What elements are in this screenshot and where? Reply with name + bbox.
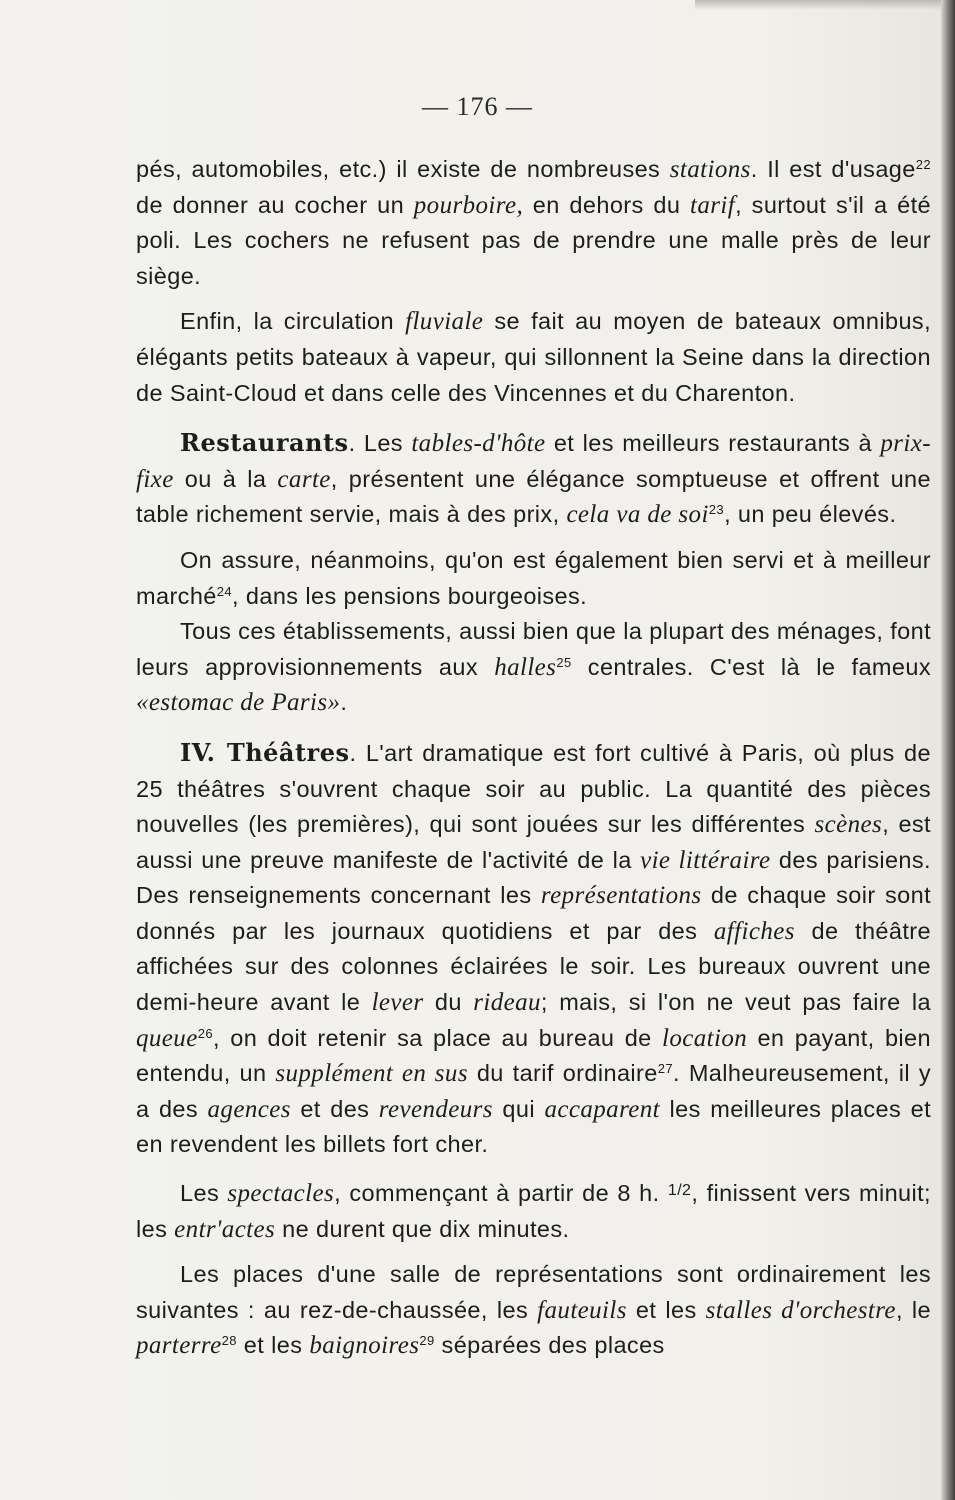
text-run: de chaque soir sont donnés par les journaux quotidiens et par des	[136, 882, 932, 944]
text-run: Enfin, la circulation	[180, 308, 406, 335]
text-run: qui	[492, 1095, 545, 1122]
italic-term: revendeurs	[378, 1095, 493, 1123]
footnote-ref: 23	[708, 502, 725, 518]
text-run: centrales. C'est là le fameux	[571, 653, 931, 680]
footnote-ref: 26	[197, 1025, 213, 1041]
paragraph	[136, 152, 931, 294]
text-run: , le	[895, 1296, 931, 1323]
paragraph-theatres	[136, 735, 931, 1163]
text-run: en dehors du	[523, 191, 690, 218]
text-run: ; mais, si l'on ne veut pas faire la	[540, 989, 931, 1016]
text-run: et des	[290, 1095, 379, 1122]
text-run: . Il est d'usage	[750, 156, 916, 182]
italic-term: accaparent	[544, 1095, 661, 1123]
text-run: du tarif ordinaire	[467, 1060, 658, 1087]
italic-term: agences	[207, 1095, 291, 1123]
text-run: , un peu élevés.	[724, 501, 897, 528]
italic-term: cela va de soi	[566, 501, 709, 529]
italic-term: spectacles	[227, 1180, 335, 1208]
text-run: . Malheureusement, il y a des	[136, 1060, 931, 1122]
italic-term: parterre	[136, 1332, 222, 1360]
italic-term: supplément en sus	[275, 1060, 468, 1088]
text-run: , commençant à partir de 8 h.	[334, 1180, 668, 1207]
text-run: de donner au cocher un	[136, 191, 414, 218]
page-edge-top	[695, 0, 955, 10]
text-run: pés, automobiles, etc.) il existe de nombreuses	[136, 156, 670, 182]
text-run: , présentent une élégance somptueuse et offrent une table richement servie, mais à des prix,	[136, 465, 931, 528]
text-run: , dans les pensions bourgeoises.	[232, 582, 588, 609]
italic-term: stations	[669, 156, 751, 183]
italic-term: affiches	[713, 917, 795, 945]
footnote-ref: 24	[216, 583, 233, 599]
text-run: Tous ces établissements, aussi bien que la plupart des ménages, font leurs approvisionnements aux	[136, 618, 931, 680]
italic-term: tarif	[689, 191, 736, 219]
text-run: Les places d'une salle de représentations sont ordinairement les suivantes : au rez-de-chaussée, les	[136, 1261, 931, 1323]
italic-term: représentations	[540, 882, 702, 910]
italic-term: pourboire,	[413, 191, 524, 219]
footnote-ref: 29	[419, 1333, 435, 1349]
italic-term: prix-fixe	[136, 430, 931, 493]
fraction: 1/2	[667, 1182, 692, 1200]
footnote-ref: 28	[221, 1333, 237, 1349]
section-heading: Restaurants	[180, 428, 349, 458]
italic-term: queue	[136, 1024, 198, 1052]
paragraph-restaurants	[136, 425, 931, 533]
italic-term: halles	[494, 653, 557, 681]
footnote-ref: 22	[915, 157, 932, 172]
text-run: Les	[180, 1180, 228, 1207]
text-run: , on doit retenir sa place au bureau de	[212, 1024, 662, 1051]
text-run: les meilleures places et en revendent les billets fort cher.	[136, 1095, 932, 1158]
text-run: et les	[236, 1332, 310, 1359]
section-heading: IV. Théâtres	[180, 737, 350, 767]
italic-term: tables-d'hôte	[411, 430, 546, 458]
italic-term: location	[661, 1024, 748, 1052]
text-run: et les meilleurs restaurants à	[545, 430, 881, 457]
text-run: . Les	[348, 430, 412, 457]
text-run: se fait au moyen de bateaux omnibus, élégants petits bateaux à vapeur, qui sillonnent la Seine dans la direction de Saint-Cloud et dans celle des Vincennes et du Charenton.	[136, 308, 931, 406]
italic-term: vie littéraire	[640, 846, 771, 874]
text-run: , est aussi une preuve manifeste de l'activité de la	[136, 811, 931, 873]
italic-term: «estomac de Paris»	[136, 689, 341, 717]
paragraph	[136, 1257, 931, 1364]
text-run: . L'art dramatique est fort cultivé à Paris, où plus de 25 théâtres s'ouvrent chaque soir au public. La quantité des pièces nouvelles (les premières), qui sont jouées sur les différentes	[136, 739, 931, 838]
text-run: , finissent vers minuit; les	[136, 1180, 931, 1242]
body-text	[136, 152, 931, 1364]
paragraph	[136, 614, 931, 721]
page-edge-shadow	[941, 0, 955, 1500]
text-run: ne durent que dix minutes.	[275, 1215, 570, 1242]
text-run: ou à la	[173, 465, 278, 492]
paragraph	[136, 304, 931, 411]
italic-term: carte	[277, 465, 331, 493]
italic-term: lever	[371, 989, 424, 1017]
italic-term: scènes	[814, 811, 883, 839]
italic-term: entr'actes	[174, 1215, 276, 1243]
text-run: On assure, néanmoins, qu'on est également bien servi et à meilleur marché	[136, 546, 931, 609]
text-run: , surtout s'il a été poli. Les cochers ne refusent pas de prendre une malle près de leur siège.	[136, 191, 931, 289]
page-number: — 176 —	[422, 92, 533, 121]
paragraph	[136, 543, 931, 614]
text-run: du	[423, 989, 474, 1016]
italic-term: baignoires	[309, 1332, 420, 1360]
footnote-ref: 25	[556, 654, 572, 670]
footnote-ref: 27	[657, 1061, 674, 1077]
text-run: en payant, bien entendu, un	[136, 1024, 931, 1087]
text-run: et les	[626, 1296, 706, 1323]
italic-term: stalles d'orchestre	[705, 1296, 896, 1324]
text-run: des parisiens. Des renseignements concernant les	[136, 846, 931, 909]
text-run: .	[340, 689, 348, 716]
text-run: séparées des places	[434, 1332, 665, 1359]
text-run: de théâtre affichées sur des colonnes éclairées le soir. Les bureaux ouvrent une demi-heure avant le	[136, 917, 931, 1016]
paragraph	[136, 1173, 931, 1247]
italic-term: fluviale	[405, 308, 484, 336]
italic-term: rideau	[473, 989, 541, 1017]
italic-term: fauteuils	[537, 1296, 627, 1324]
